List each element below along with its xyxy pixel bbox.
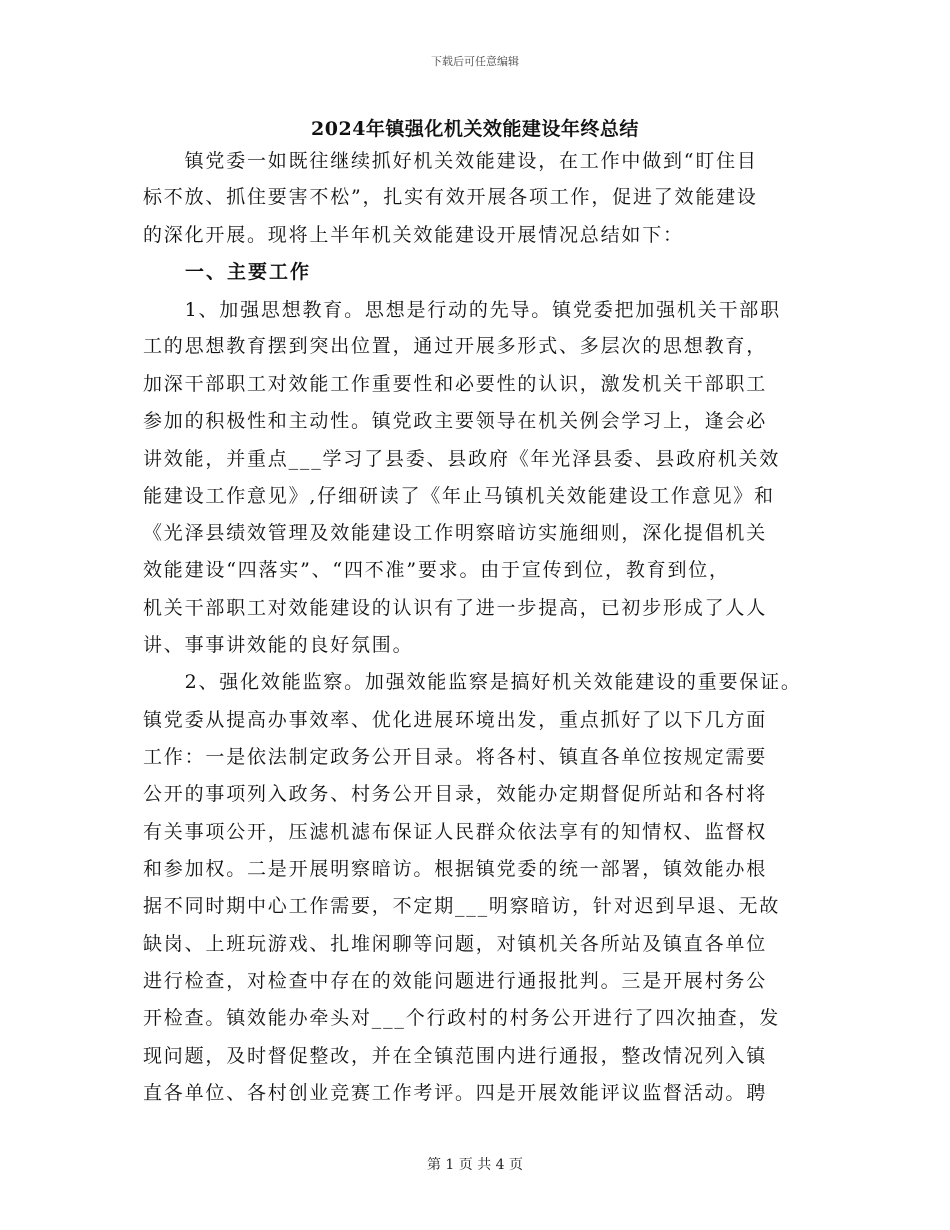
body-line: 讲、事事讲效能的良好氛围。	[143, 634, 414, 656]
body-line: 有关事项公开，压滤机滤布保证人民群众依法享有的知情权、监督权	[143, 821, 768, 843]
body-line: 和参加权。二是开展明察暗访。根据镇党委的统一部署，镇效能办根	[143, 858, 768, 880]
body-line: 开检查。镇效能办牵头对___个行政村的村务公开进行了四次抽查，发	[143, 1007, 781, 1029]
body-line: 1、加强思想教育。思想是行动的先导。镇党委把加强机关干部职	[143, 299, 781, 321]
body-line: 公开的事项列入政务、村务公开目录，效能办定期督促所站和各村将	[143, 783, 768, 805]
page-header-note: 下载后可任意编辑	[431, 55, 519, 68]
body-line: 工的思想教育摆到突出位置，通过开展多形式、多层次的思想教育，	[143, 335, 768, 357]
body-line: 2、强化效能监察。加强效能监察是搞好机关效能建设的重要保证。	[143, 671, 802, 693]
body-line: 直各单位、各村创业竞赛工作考评。四是开展效能评议监督活动。聘	[143, 1082, 768, 1104]
body-line: 效能建设“四落实”、“四不准”要求。由于宣传到位，教育到位，	[143, 559, 730, 581]
body-line: 讲效能，并重点___学习了县委、县政府《年光泽县委、县政府机关效	[143, 448, 781, 470]
body-line: 能建设工作意见》,仔细研读了《年止马镇机关效能建设工作意见》和	[143, 485, 775, 507]
body-line: 机关干部职工对效能建设的认识有了进一步提高，已初步形成了人人	[143, 597, 768, 619]
body-line: 镇党委一如既往继续抓好机关效能建设，在工作中做到“盯住目	[143, 150, 758, 172]
body-line: 镇党委从提高办事效率、优化进展环境出发，重点抓好了以下几方面	[143, 709, 768, 731]
body-line: 参加的积极性和主动性。镇党政主要领导在机关例会学习上，逢会必	[143, 410, 768, 432]
body-line: 标不放、抓住要害不松”，扎实有效开展各项工作，促进了效能建设	[143, 186, 758, 208]
body-line: 的深化开展。现将上半年机关效能建设开展情况总结如下：	[143, 224, 684, 246]
body-line: 工作：一是依法制定政务公开目录。将各村、镇直各单位按规定需要	[143, 746, 768, 768]
body-line: 现问题，及时督促整改，并在全镇范围内进行通报，整改情况列入镇	[143, 1045, 768, 1067]
document-title: 2024年镇强化机关效能建设年终总结	[311, 118, 639, 140]
body-line: 缺岗、上班玩游戏、扎堆闲聊等问题，对镇机关各所站及镇直各单位	[143, 933, 768, 955]
section-heading: 一、主要工作	[143, 261, 312, 283]
body-line: 《光泽县绩效管理及效能建设工作明察暗访实施细则，深化提倡机关	[143, 522, 768, 544]
body-line: 加深干部职工对效能工作重要性和必要性的认识，激发机关干部职工	[143, 373, 768, 395]
body-line: 进行检查，对检查中存在的效能问题进行通报批判。三是开展村务公	[143, 970, 768, 992]
page-number: 第 1 页 共 4 页	[426, 1157, 524, 1173]
body-line: 据不同时期中心工作需要，不定期___明察暗访，针对迟到早退、无故	[143, 895, 781, 917]
